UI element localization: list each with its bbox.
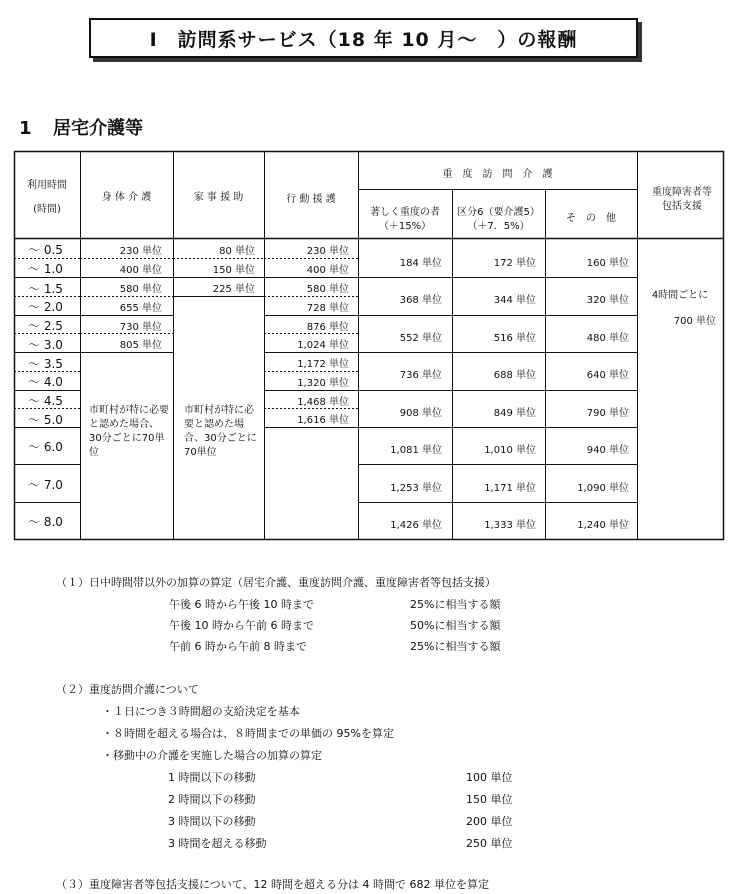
section-number: 1: [19, 118, 32, 139]
header-housework: 家 事 援 助: [193, 192, 244, 203]
time-label: ～ 2.0: [28, 300, 63, 314]
severe-class6-value: 172 単位: [493, 258, 536, 269]
severe-very-value: 184 単位: [399, 258, 442, 269]
header-comprehensive-support: 重度障害者等包括支援: [652, 187, 712, 212]
behavior-support-value: 1,320 単位: [297, 378, 349, 389]
time-label: ～ 1.5: [28, 282, 63, 296]
severe-other-value: 790 単位: [586, 408, 629, 419]
time-label: ～ 3.0: [28, 338, 63, 352]
time-label: ～ 2.5: [28, 319, 63, 333]
note-1-rate: 25%に相当する額: [410, 640, 501, 653]
note-1-rate: 50%に相当する額: [410, 619, 501, 632]
comprehensive-rate-line2: 700 単位: [673, 316, 716, 327]
physical-care-value: 655 単位: [119, 303, 162, 314]
physical-care-value: 400 単位: [119, 265, 162, 276]
severe-very-value: 552 単位: [399, 333, 442, 344]
severe-other-value: 320 単位: [586, 295, 629, 306]
note-1-rate: 25%に相当する額: [410, 598, 501, 611]
page-title: Ⅰ 訪問系サービス（18 年 10 月～ ）の報酬: [89, 18, 638, 58]
note-2-bullet: ・移動中の介護を実施した場合の加算の算定: [102, 749, 322, 762]
severe-other-value: 160 単位: [586, 258, 629, 269]
physical-care-value: 805 単位: [119, 340, 162, 351]
note-1-time-range: 午後 10 時から午前 6 時まで: [169, 619, 314, 632]
housework-value: 225 単位: [212, 284, 255, 295]
physical-care-value: 580 単位: [119, 284, 162, 295]
header-physical-care: 身 体 介 護: [101, 192, 152, 203]
behavior-support-value: 580 単位: [306, 284, 349, 295]
severe-very-value: 736 単位: [399, 370, 442, 381]
note-2-movement: 2 時間以下の移動: [168, 793, 256, 806]
header-time-unit: (時間): [33, 204, 61, 215]
behavior-support-value: 1,616 単位: [297, 415, 349, 426]
behavior-support-value: 400 単位: [306, 265, 349, 276]
time-label: ～ 8.0: [28, 515, 63, 529]
behavior-support-value: 1,172 単位: [297, 359, 349, 370]
severe-class6-value: 1,171 単位: [484, 483, 536, 494]
time-label: ～ 6.0: [28, 440, 63, 454]
behavior-support-value: 230 単位: [306, 246, 349, 257]
time-label: ～ 7.0: [28, 478, 63, 492]
severe-class6-value: 688 単位: [493, 370, 536, 381]
header-behavior-support: 行 動 援 護: [286, 194, 336, 205]
time-label: ～ 1.0: [28, 262, 63, 276]
note-2-units: 150 単位: [466, 793, 513, 806]
note-2-movement: 3 時間以下の移動: [168, 815, 256, 828]
note-2-bullet: ・８時間を超える場合は、８時間までの単価の 95%を算定: [102, 727, 394, 740]
note-2-units: 100 単位: [466, 771, 513, 784]
severe-class6-value: 516 単位: [493, 333, 536, 344]
behavior-support-value: 876 単位: [306, 322, 349, 333]
note-2-movement: 3 時間を超える移動: [168, 837, 267, 850]
housework-value: 80 単位: [219, 246, 255, 257]
header-severe-very: 著しく重度の者: [370, 207, 440, 218]
time-label: ～ 3.5: [28, 357, 63, 371]
note-1-time-range: 午前 6 時から午前 8 時まで: [169, 640, 307, 653]
behavior-support-value: 1,468 単位: [297, 397, 349, 408]
severe-very-value: 1,426 単位: [390, 520, 442, 531]
housework-value: 150 単位: [212, 265, 255, 276]
severe-other-value: 480 単位: [586, 333, 629, 344]
header-severe-other: そ の 他: [566, 213, 616, 224]
severe-very-value: 1,081 単位: [390, 445, 442, 456]
severe-class6-value: 1,333 単位: [484, 520, 536, 531]
note-2-units: 200 単位: [466, 815, 513, 828]
note-3: （３）重度障害者等包括支援について、12 時間を超える分は 4 時間で 682 単位を算定: [56, 878, 490, 891]
severe-class6-value: 344 単位: [493, 295, 536, 306]
section-label: 居宅介護等: [53, 118, 143, 139]
note-2-title: （２）重度訪問介護について: [56, 683, 199, 696]
note-2-units: 250 単位: [466, 837, 513, 850]
severe-other-value: 940 単位: [586, 445, 629, 456]
severe-other-value: 1,090 単位: [577, 483, 629, 494]
housework-note: 市町村が特に必要と認めた場合、30分ごとに70単位: [184, 405, 257, 458]
note-2-bullet: ・１日につき３時間超の支給決定を基本: [102, 705, 300, 718]
comprehensive-rate-line1: 4時間ごとに: [651, 290, 709, 301]
note-1-time-range: 午後 6 時から午後 10 時まで: [169, 598, 314, 611]
severe-very-value: 368 単位: [399, 295, 442, 306]
header-severe-very-rate: （＋15%）: [378, 221, 432, 232]
severe-other-value: 1,240 単位: [577, 520, 629, 531]
time-label: ～ 4.0: [28, 375, 63, 389]
header-severe-visit-care: 重 度 訪 問 介 護: [442, 169, 553, 180]
behavior-support-value: 728 単位: [306, 303, 349, 314]
note-1-title: （１）日中時間帯以外の加算の算定（居宅介護、重度訪問介護、重度障害者等包括支援）: [56, 576, 496, 589]
physical-care-value: 730 単位: [119, 322, 162, 333]
physical-care-note: 市町村が特に必要と認めた場合、30分ごとに70単位: [89, 405, 169, 458]
severe-very-value: 908 単位: [399, 408, 442, 419]
header-time: 利用時間: [27, 180, 67, 191]
note-2-movement: 1 時間以下の移動: [168, 771, 256, 784]
physical-care-value: 230 単位: [119, 246, 162, 257]
section-heading: [19, 114, 143, 140]
header-severe-class6: 区分6（要介護5）: [457, 207, 540, 218]
severe-class6-value: 1,010 単位: [484, 445, 536, 456]
severe-other-value: 640 単位: [586, 370, 629, 381]
behavior-support-value: 1,024 単位: [297, 340, 349, 351]
severe-very-value: 1,253 単位: [390, 483, 442, 494]
time-label: ～ 4.5: [28, 394, 63, 408]
time-label: ～ 0.5: [28, 243, 63, 257]
header-severe-class6-rate: （＋7．5%）: [467, 221, 530, 232]
severe-class6-value: 849 単位: [493, 408, 536, 419]
time-label: ～ 5.0: [28, 413, 63, 427]
